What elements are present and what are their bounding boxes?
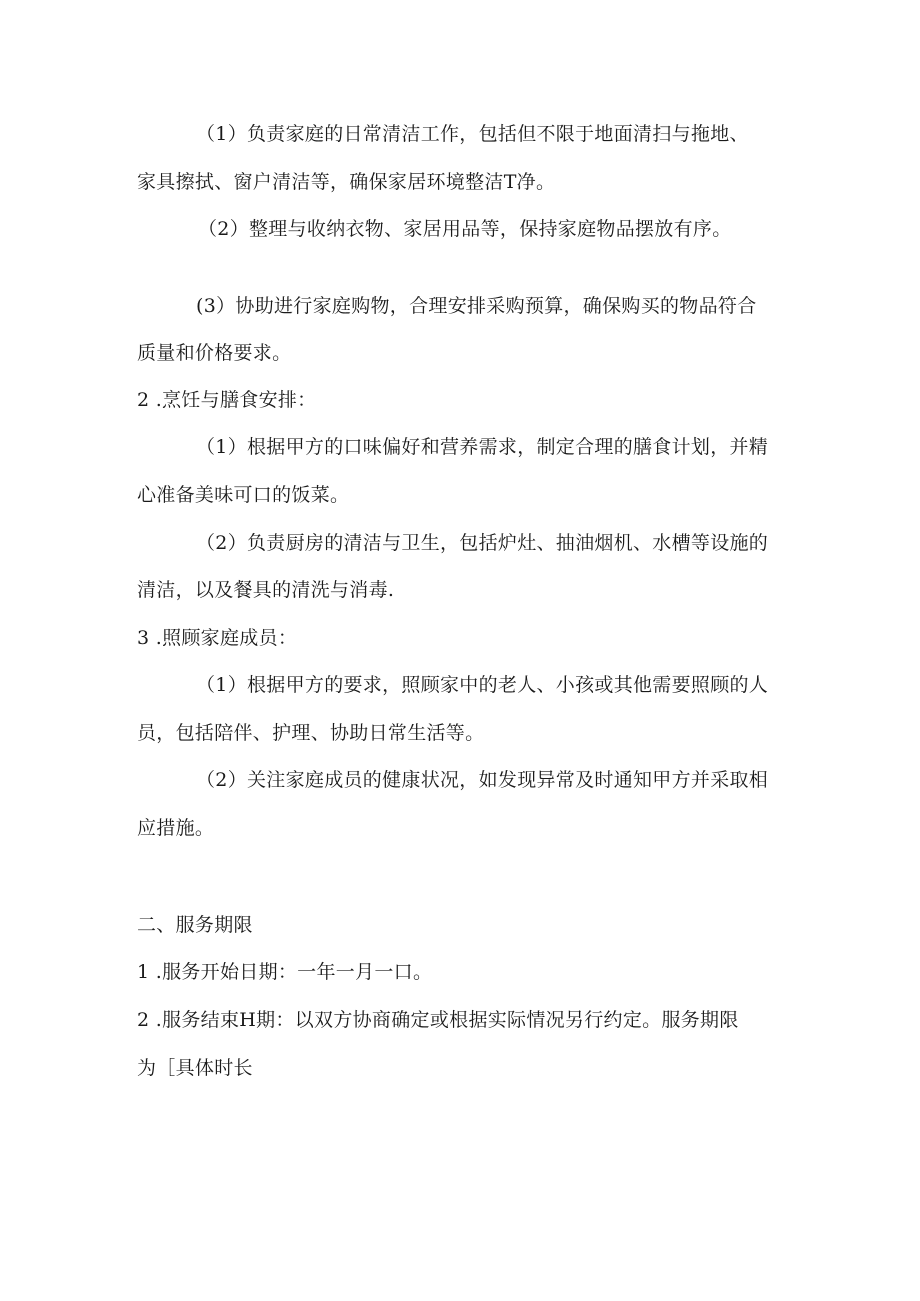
section-heading: 3 .照顾家庭成员： [137,627,298,649]
paragraph-line: 1 .服务开始日期：一年一月一口。 [137,961,433,983]
paragraph-line: （2）整理与收纳衣物、家居用品等，保持家庭物品摆放有序。 [198,218,732,240]
paragraph-line: 质量和价格要求。 [137,342,292,364]
section-heading: 2 .烹饪与膳食安排： [137,389,317,411]
chapter-heading: 二、服务期限 [137,914,253,936]
paragraph-line: 家具擦拭、窗户清洁等，确保家居环境整洁T净。 [137,171,556,193]
paragraph-line: （1）根据甲方的要求，照顾家中的老人、小孩或其他需要照顾的人 [196,674,769,696]
paragraph-line: 员，包括陪伴、护理、协助日常生活等。 [137,722,485,744]
paragraph-line: 为［具体时长 [137,1057,253,1079]
paragraph-line: （2）关注家庭成员的健康状况，如发现异常及时通知甲方并采取相 [196,769,769,791]
paragraph-line: （1）负责家庭的日常清洁工作，包括但不限于地面清扫与拖地、 [196,123,749,145]
paragraph-line: 2 .服务结束H期：以双方协商确定或根据实际情况另行约定。服务期限 [137,1009,739,1031]
paragraph-line: 应措施。 [137,817,215,839]
paragraph-line: （1）根据甲方的口味偏好和营养需求，制定合理的膳食计划，并精 [196,436,769,458]
paragraph-line: 心准备美味可口的饭菜。 [137,484,350,506]
paragraph-line: (3）协助进行家庭购物，合理安排采购预算，确保购买的物品符合 [196,295,757,317]
paragraph-line: 清洁，以及餐具的清洗与消毒. [137,579,395,601]
paragraph-line: （2）负责厨房的清洁与卫生，包括炉灶、抽油烟机、水槽等设施的 [196,532,769,554]
